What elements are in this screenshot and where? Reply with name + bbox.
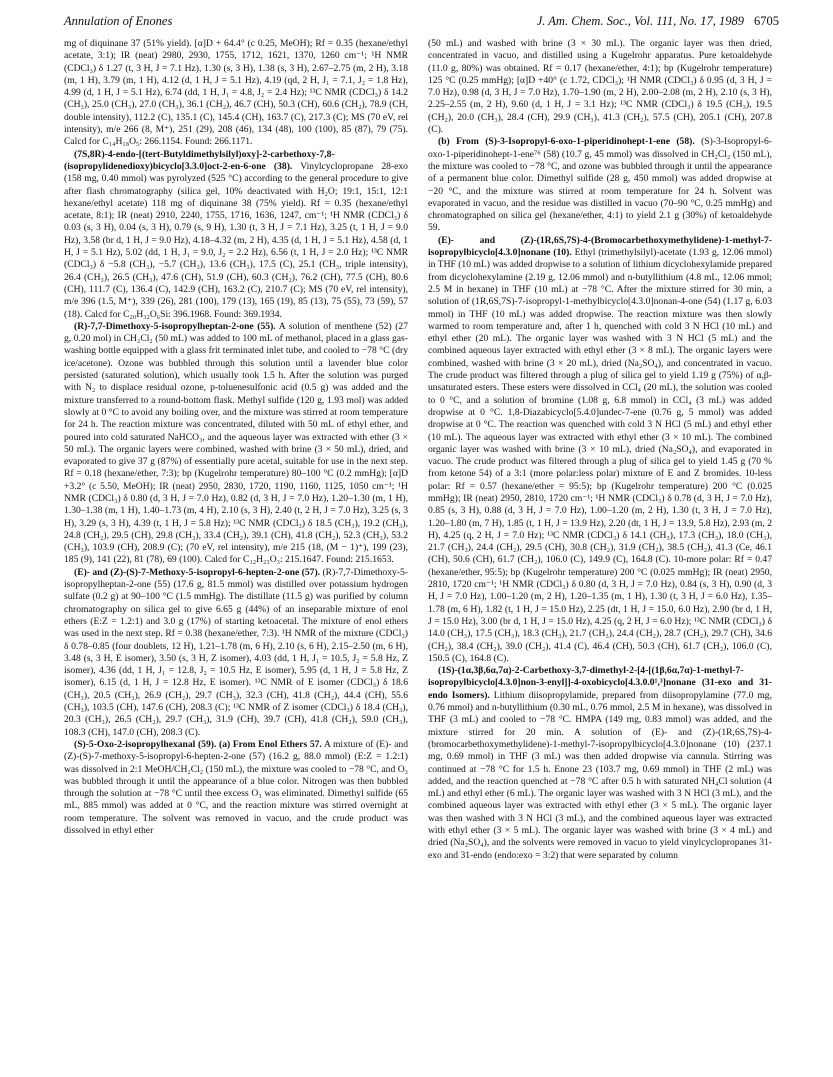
paragraph-body: Ethyl (trimethylsilyl)-acetate (1.93 g, 12.06 mmol) in THF (10 mL) was added dropwise to a solution of lithium dicyclohexylamide prepared from dicyclohexylamine (2.19 g, 12.06 mmol) and n-butyllithium (4.8 mL, 12.06 mmol; 2.5 M in hexane) in THF (10 mL) at −78 °C. After the mixture stirred for 30 min, a solution of (1R,6S,7S)-7-isopropyl-1-methylbicyclo[4.3.0]nonan-4-one (54) (1.17 g, 6.03 mmol) in THF (10 mL) was added dropwise. The reaction mixture was then slowly warmed to room temperature and, after 1 h, quenched with cold 3 N HCl (10 mL) and ethyl ether (20 mL). The organic layer was washed with 3 N HCl (5 mL) and the combined aqueous layer extracted with ethyl ether (3 × 8 mL). The organic layers were combined, washed with brine (3 × 20 mL), dried (Na₂SO₄), and concentrated in vacuo. The crude product was filtered through a plug of silica gel to yield 1.19 g (75%) of α,β-unsaturated esters. These esters were dissolved in CCl₄ (20 mL), the solution was cooled to 0 °C, and a solution of bromine (1.08 g, 6.8 mmol) in CCl₄ (3 mL) was added dropwise at 0 °C. 1,8-Diazabicyclo[5.4.0]undec-7-ene (0.76 g, 5 mmol) was added dropwise at 0 °C. The reaction was quenched with cold 3 N HCl (5 mL) and ethyl ether (10 mL). The aqueous layer was extracted with ethyl ether (3 × 10 mL). The combined organic layer was washed with brine (3 × 10 mL), dried (Na₂SO₄), and evaporated in vacuo. The crude product was filtered through a plug of silica gel to yield 1.45 g (70 % from ketone 54) of a 3:1 (more polar:less polar) mixture of E and Z bromides. 10-less polar: Rf = 0.57 (hexane/ether = 95:5); bp (Kugelrohr temperature) 200 °C (0.025 mmHg); IR (neat) 2950, 2810, 1720 cm⁻¹; ¹H NMR (CDCl₃) δ 0.78 (d, 3 H, J = 7.0 Hz), 0.85 (s, 3 H), 0.88 (d, 3 H, J = 7.0 Hz), 1.00–1.20 (m, 2 H), 1.30 (t, 3 H, J = 7.0 Hz), 1.20–1.80 (m, 7 H), 1.85 (t, 1 H, J = 13.9 Hz), 2.20 (dt, 1 H, J = 13.9, 5.8 Hz), 2.93 (m, 2 H), 4.25 (q, 2 H, J = 7.0 Hz); ¹³C NMR (CDCl₃) δ 14.1 (CH₃), 17.3 (CH₃), 18.0 (CH₃), 21.7 (CH₃), 24.4 (CH₂), 29.5 (CH), 30.8 (CH₂), 31.9 (CH₂), 38.5 (CH₂), 41.3 (Ce, 46.1 (CH), 50.6 (CH), 61.7 (CH₂), 106.0 (C), 149.9 (C), 164.8 (C). 10-more polar: Rf = 0.47 (hexane/ether, 95:5); bp (Kugelrohr temperature) 200 °C (0.025 mmHg); IR (neat) 2950, 2810, 1720 cm⁻¹; ¹H NMR (CDCl₃) δ 0.80 (d, 3 H, J = 7.0 Hz), 0.84 (s, 3 H), 0.90 (d, 3 H, J = 7.0 Hz), 1.00–1.20 (m, 2 H), 1.20–1.35 (m, 1 H), 1.30 (t, 3 H, J = 6.0 Hz), 1.35–1.78 (m, 6 H), 1.82 (t, 1 H, J = 15.0 Hz), 2.25 (dt, 1 H, J = 15.0, 6.0 Hz), 2.90 (br d, 1 H, J = 15.0 Hz), 3.00 (br d, 1 H, J = 15.0 Hz), 4.25 (q, 2 H, J = 6.0 Hz); ¹³C NMR (CDCl₃) δ 14.0 (CH₃), 17.5 (CH₃), 18.3 (CH₃), 21.7 (CH₃), 24.4 (CH₂), 28.7 (CH₂), 29.7 (CH), 34.6 (CH₂), 38.4 (CH₂), 39.0 (CH₂), 41.4 (C), 46.4 (CH), 50.3 (CH), 61.7 (CH₂), 106.0 (C), 150.5 (C), 164.8 (C). [428, 247, 772, 664]
page-number: 6705 [754, 14, 779, 28]
paragraph [64, 321, 408, 567]
paragraph-body: (S)-3-Isopropyl-6-oxo-1-piperidinohept-1-ene⁷⁶ (58) (10.7 g, 45 mmol) was dissolved in CH₂Cl₂ (150 mL), the mixture was cooled to −78 °C, and ozone was bubbled through it until the appearance of a permanent blue color. Dimethyl sulfide (28 g, 450 mmol) was added dropwise at −20 °C, and the mixture was stirred at room temperature for 24 h. Solvent was evaporated in vacuo, and the residue was distilled in vacuo (70–90 °C, 0.25 mmHg) and chromatographed on silica gel (hexane/ether, 4:1) to yield 2.1 g (30%) of ketoaldehyde 59. [428, 136, 772, 234]
paragraph [64, 38, 408, 149]
paragraph [428, 665, 772, 862]
compound-heading: (b) From (S)-3-Isopropyl-6-oxo-1-piperidinohept-1-ene (58). [438, 136, 695, 148]
paragraph [64, 567, 408, 739]
compound-heading: (E)- and (Z)-(1R,6S,7S)-4-(Bromocarbethoxymethylidene)-1-methyl-7-isopropylbicyclo[4.3.0]nonane (10). [428, 234, 772, 259]
paragraph-body: Lithium diisopropylamide, prepared from diisopropylamine (77.0 mg, 0.76 mmol) and n-butyllithium (0.30 mL, 0.76 mmol, 2.5 M in hexane), was dissolved in THF (3 mL) and cooled to −78 °C. HMPA (149 mg, 0.83 mmol) was added, and the mixture stirred for 20 min. A solution of (E)- and (Z)-(1R,6S,7S)-4-(bromocarbethoxymethylidene)-1-methyl-7-isopropylbicyclo[4.3.0]nonane (10) (237.1 mg, 0.69 mmol) in THF (3 mL) was then added dropwise via cannula. Stirring was continued at −78 °C for 1.5 h. Enone 23 (103.7 mg, 0.69 mmol) in THF (2 mL) was added, and the reaction quenched at −78 °C after 0.5 h with saturated NH₄Cl solution (4 mL) and ethyl ether (6 mL). The organic layer was washed with 3 N HCl (3 mL), and the combined aqueous layer was extracted with ethyl ether (3 × 5 mL). The organic layer was then washed with 3 N HCl (3 mL), and the combined aqueous layer was extracted with ethyl ether (3 × 5 mL). The organic layer was washed with brine (3 × 4 mL) and dried (Na₂SO₄), and the solvents were removed in vacuo to yield vinylcyclopropanes 31-exo and 31-endo (endo:exo = 3:2) that were separated by column [428, 689, 772, 861]
paragraph [428, 136, 772, 234]
paragraph [64, 149, 408, 321]
paragraph [428, 38, 772, 136]
journal-citation [537, 14, 779, 29]
paragraph-body: (50 mL) and washed with brine (3 × 30 mL). The organic layer was then dried, concentrated in vacuo, and distilled using a Kugelrohr apparatus. Pure ketoaldehyde (11.0 g, 80%) was obtained. Rf = 0.17 (hexane/ether, 4:1); bp (Kugelrohr temperature) 125 °C (0.25 mmHg); [α]D +40° (c 1.72, CDCl₃); ¹H NMR (CDCl₃) δ 0.95 (d, 3 H, J = 7.0 Hz), 0.98 (d, 3 H, J = 7.0 Hz), 1.70–1.90 (m, 2 H), 2.00–2.08 (m, 2 H), 2.10 (s, 3 H), 2.25–2.55 (m, 2 H), 9.60 (d, 1 H, J = 3.1 Hz); ¹³C NMR (CDCl₃) δ 19.5 (CH₃), 19.5 (CH₂), 20.0 (CH₃), 28.4 (CH), 29.9 (CH₃), 41.3 (CH₂), 57.5 (CH), 205.1 (CH), 207.8 (C). [428, 38, 772, 136]
running-header [64, 14, 779, 32]
running-title: Annulation of Enones [64, 14, 173, 28]
paragraph-body: (R)-7,7-Dimethoxy-5-isopropylheptan-2-one (55) (17.6 g, 81.5 mmol) was distilled over potassium hydrogen sulfate (0.2 g) at 90–100 °C (1.5 mmHg). The distillate (11.5 g) was purified by column chromatography on silica gel to give 6.65 g (44%) of an inseparable mixture of enol ethers (E:Z = 1.2:1) and 3.0 g (17%) of starting ketoacetal. The mixture of enol ethers was used in the next step. Rf = 0.38 (hexane/ether, 7:3). ¹H NMR of the mixture (CDCl₃) δ 0.78–0.85 (four doublets, 12 H), 1.21–1.78 (m, 6 H), 2.10 (s, 6 H), 2.15–2.50 (m, 6 H), 3.48 (s, 3 H, E isomer), 3.50 (s, 3 H, Z isomer), 4.03 (dd, 1 H, J₁ = 10.5, J₂ = 5.8 Hz, Z isomer), 4.36 (dd, 1 H, J₁ = 12.8, J₂ = 10.5 Hz, E isomer), 5.95 (d, 1 H, J = 5.8 Hz, Z isomer), 6.15 (d, 1 H, J = 12.8 Hz, E isomer). ¹³C NMR of E isomer (CDCl₃) δ 18.6 (CH₃), 20.5 (CH₃), 26.9 (CH₂), 29.7 (CH₃), 32.3 (CH), 41.8 (CH₂), 44.4 (CH), 55.6 (CH₃), 103.5 (CH), 147.6 (CH), 208.3 (C); ¹³C NMR of Z isomer (CDCl₃) δ 18.4 (CH₃), 20.3 (CH₃), 26.5 (CH₂), 29.7 (CH₃), 31.9 (CH), 39.7 (CH), 41.8 (CH₂), 59.0 (CH₃), 108.3 (CH), 147.0 (CH), 208.3 (C). [64, 566, 408, 738]
compound-heading: (E)- and (Z)-(S)-7-Methoxy-5-isopropyl-6-hepten-2-one (57). [74, 566, 321, 578]
left-column [64, 38, 408, 1063]
compound-heading: (1S)-(1α,3β,6α,7α)-2-Carbethoxy-3,7-dimethyl-2-[4-[(1β,6α,7α)-1-methyl-7-isopropylbicyclo[4.3.0]non-3-enyl]]-4-oxobicyclo[4.3.0.0¹,³]nonane (31-exo and 31-endo Isomers). [428, 665, 772, 701]
compound-heading: (R)-7,7-Dimethoxy-5-isopropylheptan-2-one (55). [74, 320, 276, 332]
paragraph-body: A mixture of (E)- and (Z)-(S)-7-methoxy-5-isopropyl-6-hepten-2-one (57) (16.2 g, 88.0 mmol) (E:Z = 1.2:1) was dissolved in 2:1 MeOH/CH₂Cl₂ (150 mL), the mixture was cooled to −78 °C, and O₃ was bubbled through it until the appearance of a blue color. Nitrogen was then bubbled through the solution at −78 °C until thee excess O₃ was eliminated. Dimethyl sulfide (65 mL, 885 mmol) was added at 0 °C, and the reaction mixture was stirred overnight at room temperature. The solvent was removed in vacuo, and the crude product was dissolved in ethyl ether [64, 738, 408, 836]
paragraph-body: Vinylcyclopropane 28-exo (158 mg, 0.40 mmol) was pyrolyzed (525 °C) according to the general procedure to give after flash chromatography (silica gel, 10% deactivated with H₂O; 19:1, 15:1, 12:1 hexane/ethyl acetate) 118 mg of diquinane 38 (75% yield). Rf = 0.35 (hexane/ethyl acetate, 8:1); IR (neat) 2910, 2240, 1755, 1716, 1636, 1247, cm⁻¹; ¹H NMR (CDCl₃) δ 0.03 (s, 3 H), 0.04 (s, 3 H), 0.79 (s, 9 H), 1.30 (t, 3 H, J = 7.1 Hz), 3.25 (t, 1 H, J = 9.0 Hz), 3.58 (br d, 1 H, J = 9.0 Hz), 4.18–4.32 (m, 2 H), 4.35 (d, 1 H, J = 5.1 Hz), 4.58 (d, 1 H, J = 5.1 Hz), 5.02 (dd, 1 H, J₁ = 9.0, J₂ = 2.2 Hz), 6.56 (t, 1 H, J = 2.0 Hz); ¹³C NMR (CDCl₃) δ −5.8 (CH₃), −5.7 (CH₃), 13.6 (CH₃), 17.5 (C), 25.1 (CH₃, triple intensity), 26.4 (CH₃), 26.5 (CH₃), 47.6 (CH), 51.9 (CH), 60.3 (CH₂), 76.2 (CH), 77.5 (CH), 80.6 (CH), 111.7 (C), 136.4 (C), 142.9 (CH), 163.2 (C), 210.7 (C); MS (70 eV, rel intensity), m/e 396 (1.5, M⁺), 339 (26), 281 (100), 179 (13), 165 (19), 85 (13), 75 (55), 73 (59), 57 (18). Calcd for C₂₀H₃₂O₆Si: 396.1968. Found: 369.1934. [64, 160, 408, 320]
paragraph [428, 235, 772, 665]
compound-heading: (7S,8R)-4-endo-[(tert-Butyldimethylsilyl)oxy]-2-carbethoxy-7,8-(isopropylidenedioxy)bicyclo[3.3.0]oct-2-en-6-one (38). [64, 148, 335, 172]
compound-heading: (S)-5-Oxo-2-isopropylhexanal (59). (a) From Enol Ethers 57. [74, 738, 322, 750]
paragraph [64, 739, 408, 837]
paragraph-body: mg of diquinane 37 (51% yield). [α]D + 64.4° (c 0.25, MeOH); Rf = 0.35 (hexane/ethyl acetate, 3:1); IR (neat) 2980, 2930, 1755, 1712, 1621, 1370, 1260 cm⁻¹; ¹H NMR (CDCl₃) δ 1.27 (t, 3 H, J = 7.1 Hz), 1.30 (s, 3 H), 1.38 (s, 3 H), 2.67–2.75 (m, 2 H), 3.18 (m, 1 H), 3.79 (m, 1 H), 4.12 (d, 1 H, J = 5.1 Hz), 4.19 (qd, 2 H, J₁ = 7.1, J₂ = 1.8 Hz), 4.99 (d, 1 H, J = 5.1 Hz), 6.74 (dd, 1 H, J₁ = 4.8, J₂ = 2.4 Hz); ¹³C NMR (CDCl₃) δ 14.2 (CH₃), 25.0 (CH₃), 27.0 (CH₃), 36.1 (CH₂), 46.7 (CH), 50.3 (CH), 60.6 (CH₂), 78.9 (CH, double intensity), 112.2 (C), 135.1 (C), 145.4 (CH), 163.7 (C), 217.3 (C); MS (70 eV, rel intensity), m/e 266 (8, M⁺), 251 (29), 208 (46), 134 (48), 100 (100), 85 (87), 79 (75). Calcd for C₁₄H₁₈O₅: 266.1154. Found: 266.1171. [64, 38, 408, 148]
right-column [428, 38, 772, 1063]
paragraph-body: A solution of menthene (52) (27 g, 0.20 mol) in CH₂Cl₂ (50 mL) was added to 100 mL of methanol, placed in a glass gas-washing bottle equipped with a glass frit terminated inlet tube, and cooled to −78 °C (dry ice/acetone). Ozone was bubbled through this solution until a lavender blue color persisted (saturated solution), which usually took 1.5 h. After the solution was purged with N₂ to displace residual ozone, p-toluenesulfonic acid (0.5 g) was added and the mixture transferred to a round-bottom flask. Methyl sulfide (120 g, 1.93 mol) was added slowly at 0 °C to avoid any boiling over, and the mixture was stirred at room temperature for 24 h. The reaction mixture was concentrated, diluted with 50 mL of ethyl ether, and poured into cold saturated NaHCO₃, and the aqueous layer was extracted with ether (3 × 50 mL). The organic layers were combined, washed with brine (3 × 50 mL), dried, and evaporated to give 37 g (87%) of essentially pure acetal, suitable for use in the next step. Rf = 0.18 (hexane/ether, 7:3); bp (Kugelrohr temperature) 80–100 °C (0.2 mmHg); [α]D +3.2° (c 5.50, MeOH); IR (neat) 2950, 2830, 1720, 1190, 1160, 1125, 1050 cm⁻¹; ¹H NMR (CDCl₃) δ 0.80 (d, 3 H, J = 7.0 Hz), 0.82 (d, 3 H, J = 7.0 Hz), 1.20–1.30 (m, 1 H), 1.30–1.38 (m, 1 H), 1.40–1.73 (m, 4 H), 2.10 (s, 3 H), 2.40 (t, 2 H, J = 7.0 Hz), 3.25 (s, 3 H), 3.29 (s, 3 H), 4.39 (t, 1 H, J = 5.8 Hz); ¹³C NMR (CDCl₃) δ 18.5 (CH₃), 19.2 (CH₃), 24.8 (CH₂), 29.5 (CH), 29.8 (CH₃), 33.4 (CH₂), 39.1 (CH), 41.8 (CH₂), 52.3 (CH₃), 53.2 (CH₃), 103.9 (CH), 208.9 (C); (70 eV, rel intensity), m/e 215 (18, (M − 1)⁺), 199 (23), 185 (9), 141 (22), 81 (78), 69 (100). Calcd for C₁₂H₂₃O₃: 215.1647. Found: 215.1653. [64, 320, 408, 566]
journal-name: J. Am. Chem. Soc., Vol. 111, No. 17, 1989 [536, 14, 744, 28]
